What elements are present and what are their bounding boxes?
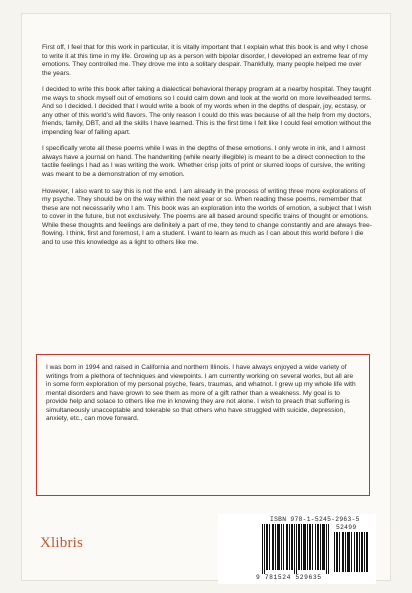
- intro-text: [42, 44, 372, 255]
- barcode-icon: [262, 524, 330, 574]
- isbn-label: ISBN 978-1-5245-2963-5: [270, 516, 360, 523]
- publisher-logo: Xlibris: [40, 535, 84, 551]
- barcode-digits: 9 781524 529635: [256, 574, 322, 581]
- book-back-cover: [22, 14, 390, 580]
- author-bio-box: [36, 354, 370, 496]
- paragraph-3: I specifically wrote all these poems while I was in the depths of these emotions. I only wrote in ink, and I almost always have a journal on hand. The handwriting (while nearly illegible) is meant to be a direct connection to the tactile feelings I had as I was writing the work. Whether crisp jolts of print or slurred loops of cursive, the writing was meant to be a demonstration of my emotion.: [42, 145, 366, 178]
- paragraph-1: First off, I feel that for this work in particular, it is vitally important that I explain what this book is and why I chose to write it at this time in my life. Growing up as a person with bipolar disorder, I developed an extreme fear of my emotions. They controlled me. They drove me into a solitary despair. Thankfully, many people helped me over the years.: [42, 44, 369, 77]
- paragraph-2: I decided to write this book after taking a dialectical behavioral therapy program at a nearby hospital. They taught me ways to shock myself out of emotions so I could calm down and look at the world on more levelheaded terms. And so I decided. I decided that I would write a book of my words when in the depths of despair, joy, ecstasy, or any other of this world’s wild flavors. The only reason I could do this was because of all the help from my doctors, friends, family, DBT, and all the skills I have learned. This is the first time I felt like I could feel emotion without the impending fear of falling apart.: [42, 86, 372, 136]
- author-bio-text: I was born in 1994 and raised in California and northern Illinois. I have always enjoyed a wide variety of writings from a plethora of techniques and viewpoints. I am currently working on several works, but all are in some form exploration of my personal psyche, fears, traumas, and whatnot. I grew up my whole life with mental disorders and have grown to see them as more of a gift rather than a weakness. My goal is to provide help and solace to others like me in knowing they are not alone. I wish to preach that suffering is simultaneously unacceptable and tolerable so that others who have struggled with suicide, depression, anxiety, etc., can move forward.: [46, 364, 356, 422]
- paragraph-4: However, I also want to say this is not the end. I am already in the process of writing three more explorations of my psyche. They should be on the way within the next year or so. When reading these poems, remember that these are not necessarily who I am. This book was an exploration into the worlds of emotion, a subject that I wish to cover in the future, but not exclusively. The poems are all based around specific trains of thought or emotions. While these thoughts and feelings are definitely a part of me, they tend to change constantly and are always free-flowing. I think, first and foremost, I am a student. I want to learn as much as I can about this world before I die and to use this knowledge as a light to others like me.: [42, 187, 372, 246]
- barcode-block: [218, 514, 376, 584]
- price-barcode-icon: [334, 532, 368, 572]
- price-code: 52499: [336, 524, 357, 531]
